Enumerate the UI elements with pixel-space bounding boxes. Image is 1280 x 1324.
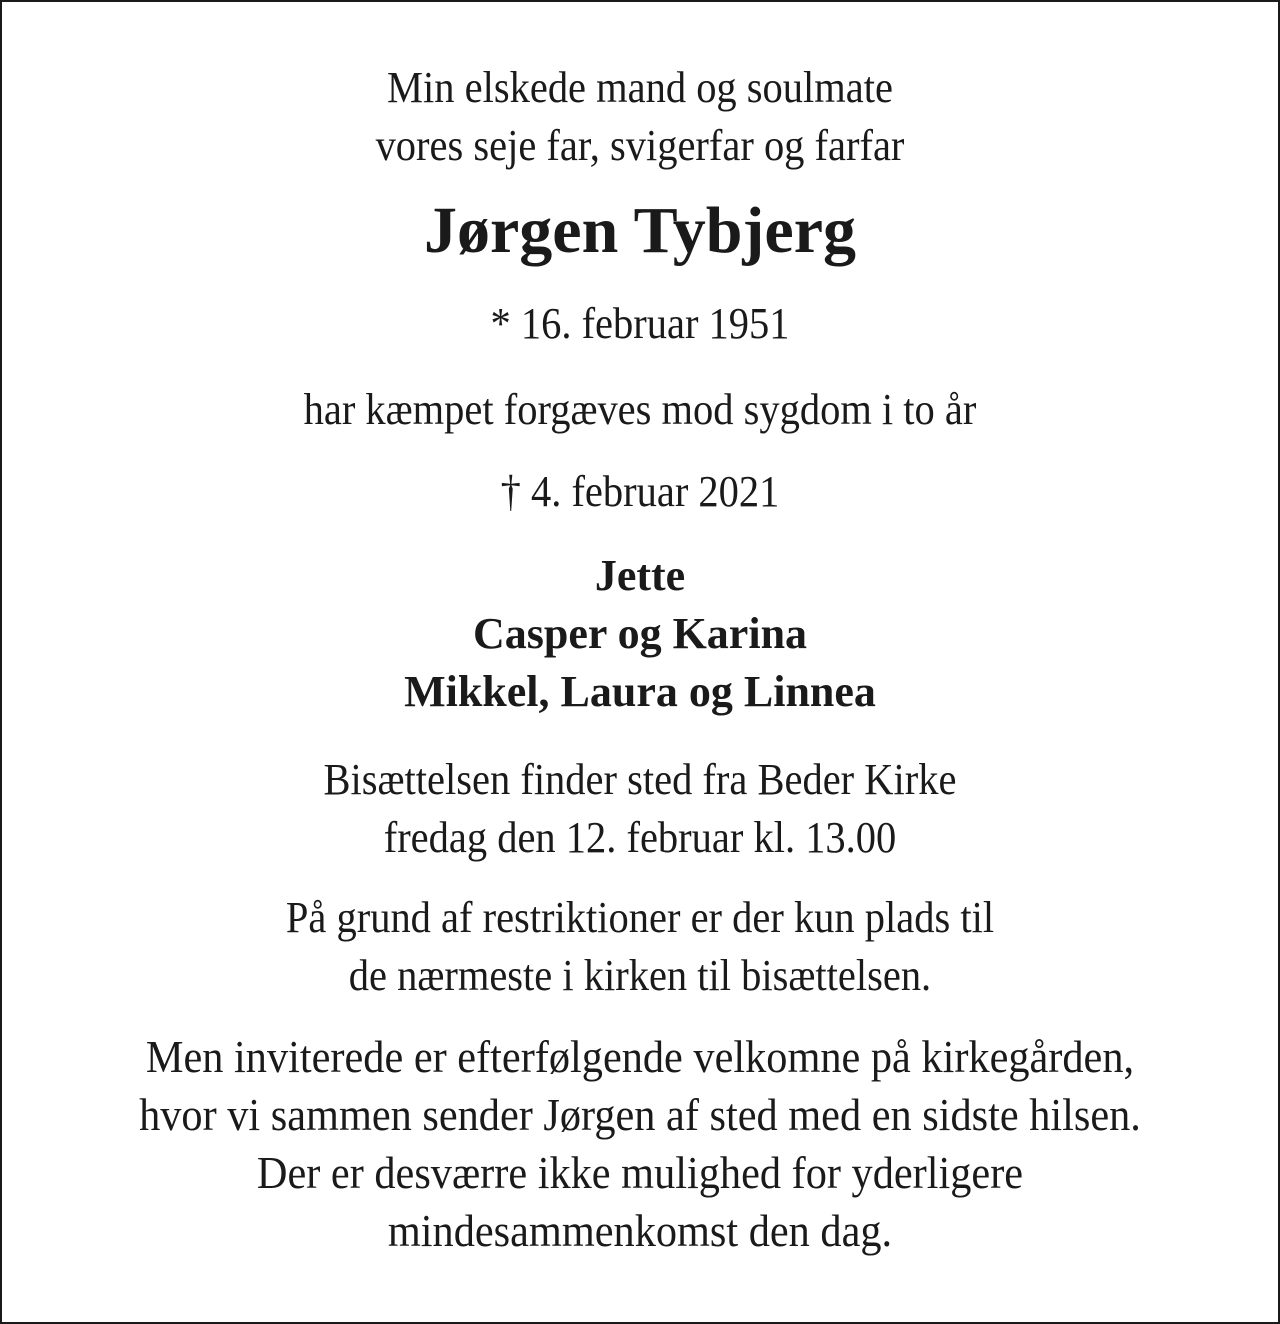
restrictions-line-2: de nærmeste i kirken til bisættelsen. [348,951,932,1000]
family-member-2: Casper og Karina [472,609,808,658]
intro-line-1: Min elskede mand og soulmate [387,63,893,112]
invitation-line-2: hvor vi sammen sender Jørgen af sted med en sidste hilsen. [139,1089,1141,1140]
funeral-line-1: Bisættelsen finder sted fra Beder Kirke [323,755,957,804]
deceased-name: Jørgen Tybjerg [424,194,856,267]
birth-date: * 16. februar 1951 [490,299,790,348]
restrictions-line-1: På grund af restriktioner er der kun plads til [285,893,995,942]
death-date: † 4. februar 2021 [500,467,780,516]
struggle-text: har kæmpet forgæves mod sygdom i to år [303,385,977,434]
invitation-line-1: Men inviterede er efterfølgende velkomne på kirkegården, [145,1031,1135,1082]
invitation-line-4: mindesammenkomst den dag. [387,1205,893,1256]
funeral-line-2: fredag den 12. februar kl. 13.00 [383,813,897,862]
invitation-line-3: Der er desværre ikke mulighed for yderligere [256,1147,1024,1198]
family-member-3: Mikkel, Laura og Linnea [404,667,876,716]
family-member-1: Jette [594,551,686,600]
intro-line-2: vores seje far, svigerfar og farfar [375,121,905,170]
